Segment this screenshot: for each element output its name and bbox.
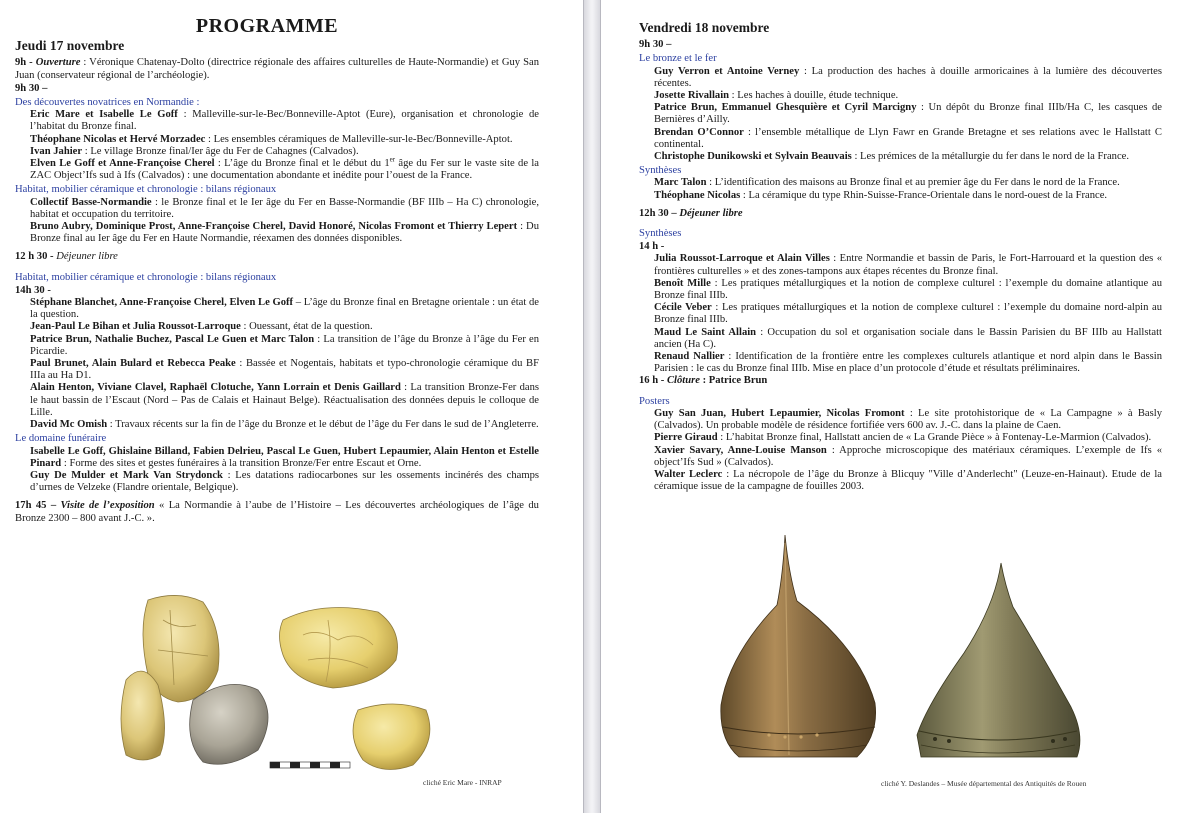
program-entry bbox=[15, 146, 539, 158]
speakers: Patrice Brun, Nathalie Buchez, Pascal Le Guen et Marc Talon bbox=[30, 333, 315, 345]
right-page bbox=[600, 0, 1181, 813]
visit-label: Visite de l’exposition bbox=[60, 500, 155, 512]
left-page bbox=[0, 0, 584, 813]
talk-text: – L’âge du Bronze final en Bretagne orientale : un état de la question. bbox=[30, 297, 539, 321]
lunch-entry bbox=[639, 208, 1162, 220]
talk-text: : Approche microscopique des matériaux céramiques. L’exemple de Ifs « object’Ifs Sud » (Calvados). bbox=[654, 444, 1162, 468]
closing-text: : Patrice Brun bbox=[699, 375, 768, 387]
program-entry bbox=[639, 432, 1162, 444]
talk-text: : La transition Bronze-Fer dans le haut bassin de l’Escaut (Nord – Pas de Calais et Hainaut Belge). Réactualisation des données depuis le colloque de Lille. bbox=[30, 382, 539, 418]
talk-text: : Les prémices de la métallurgie du fer dans le nord de la France. bbox=[851, 151, 1129, 163]
program-entry bbox=[15, 446, 539, 470]
helmet-right bbox=[917, 563, 1080, 757]
fragment-large-flat bbox=[280, 608, 398, 689]
talk-text: âge du Fer sur le vaste site de la ZAC Object’Ifs sud à Ifs (Calvados) : une documentation abondante et inédite pour l’ouest de la France. bbox=[30, 158, 539, 182]
day-heading-thursday: Jeudi 17 novembre bbox=[15, 38, 125, 54]
visit-time: 17h 45 – bbox=[15, 500, 61, 512]
talk-text: : Occupation du sol et organisation sociale dans le Bassin Parisien du BF IIIb au Hallstatt ancien (Ha C). bbox=[654, 326, 1162, 350]
section-heading: Le bronze et le fer bbox=[639, 53, 717, 65]
right-content bbox=[639, 20, 1162, 493]
talk-text: : Les datations radiocarbones sur les ossements incinérés des champs d’urnes de Velzeke (Flandre orientale, Belgique). bbox=[30, 469, 539, 494]
speakers: Stéphane Blanchet, Anne-Françoise Cherel, Elven Le Goff bbox=[30, 297, 294, 309]
section-heading: Habitat, mobilier céramique et chronologie : bilans régionaux bbox=[15, 271, 277, 283]
fragment-grey bbox=[190, 684, 268, 764]
talk-text: : le Bronze final et le Ier âge du Fer en Basse-Normandie (BF IIIb – Ha C) chronologie, habitat et occupation du territoire. bbox=[30, 196, 539, 220]
superscript: er bbox=[389, 155, 396, 164]
program-entry bbox=[639, 408, 1162, 432]
program-entry bbox=[15, 321, 539, 333]
program-entry bbox=[639, 90, 1162, 102]
program-entry bbox=[639, 469, 1162, 493]
speakers: Guy De Mulder et Mark Van Strydonck bbox=[30, 469, 223, 481]
talk-text: : Du Bronze final au Ier âge du Fer en Haute Normandie, réexamen des données disponibles. bbox=[30, 221, 540, 245]
program-entry bbox=[15, 197, 539, 221]
talk-text: : L’âge du Bronze final et le début du 1 bbox=[214, 158, 390, 170]
section-entries bbox=[639, 408, 1162, 493]
section-heading: Synthèses bbox=[639, 165, 682, 177]
closing-label: Clôture bbox=[666, 375, 700, 387]
time-1400: 14 h - bbox=[639, 241, 665, 253]
section-heading: Des découvertes novatrices en Normandie : bbox=[15, 97, 200, 109]
talk-text: : La production des haches à douille armoricaines à la lumière des découvertes récentes. bbox=[654, 65, 1162, 89]
program-entry bbox=[15, 297, 539, 321]
talk-text: : Identification de la frontière entre les complexes culturels atlantique et nord alpin dans le Bassin Parisien : le cas du Bronze final IIIb. Mise en place d’un protocole d’étude et résultats préliminaires. bbox=[654, 351, 1162, 375]
program-entry bbox=[15, 155, 539, 182]
speakers: Guy San Juan, Hubert Lepaumier, Nicolas Fromont bbox=[654, 407, 905, 419]
section-entries bbox=[15, 109, 539, 182]
ceramic-fragments-photo bbox=[108, 590, 448, 790]
opening-label: Ouverture bbox=[35, 57, 81, 69]
opening-time: 9h - bbox=[15, 57, 36, 69]
page-gutter bbox=[584, 0, 600, 813]
talk-text: : Malleville-sur-le-Bec/Bonneville-Aptot (Eure), organisation et chronologie de l’habitat du Bronze final. bbox=[30, 109, 540, 133]
section-heading: Posters bbox=[639, 395, 670, 407]
program-entry bbox=[639, 445, 1162, 469]
program-entry bbox=[639, 127, 1162, 151]
program-entry bbox=[639, 327, 1162, 351]
section-entries bbox=[639, 253, 1162, 375]
speakers: Ivan Jahier bbox=[30, 145, 83, 157]
closing-entry bbox=[639, 375, 1162, 387]
program-entry bbox=[15, 109, 539, 133]
program-entry bbox=[15, 358, 539, 382]
program-entry bbox=[639, 253, 1162, 277]
bronze-helmets-photo bbox=[709, 535, 1089, 780]
talk-text: : Les ensembles céramiques de Malleville-sur-le-Bec/Bonneville-Aptot. bbox=[205, 133, 513, 145]
talk-text: : Ouessant, état de la question. bbox=[240, 321, 373, 333]
time-0930: 9h 30 – bbox=[15, 82, 48, 94]
speakers: Pierre Giraud bbox=[654, 432, 718, 444]
speakers: Guy Verron et Antoine Verney bbox=[654, 65, 800, 77]
visit-text: « La Normandie à l’aube de l’Histoire – Les découvertes archéologiques de l’âge du Bronze 2300 – 800 avant J.-C. ». bbox=[15, 500, 539, 524]
speakers: David Mc Omish bbox=[30, 419, 108, 431]
lunch-entry bbox=[15, 251, 539, 263]
talk-text: : Les pratiques métallurgiques et la notion de complexe culturel : l’exemple du domaine atlantique au Bronze final IIIb. bbox=[654, 277, 1163, 302]
left-content bbox=[15, 15, 540, 525]
program-entry bbox=[639, 66, 1162, 90]
speakers: Jean-Paul Le Bihan et Julia Roussot-Larroque bbox=[30, 321, 241, 333]
speakers: Collectif Basse-Normandie bbox=[30, 196, 152, 208]
program-entry bbox=[639, 351, 1162, 375]
lunch-time: 12 h 30 - bbox=[15, 251, 57, 263]
program-entry bbox=[15, 419, 539, 431]
photo-caption: cliché Eric Mare - INRAP bbox=[423, 778, 502, 787]
program-entry bbox=[15, 134, 539, 146]
talk-text: : Un dépôt du Bronze final IIIb/Ha C, les casques de Bernières d’Ailly. bbox=[654, 102, 1162, 126]
time-0930: 9h 30 – bbox=[639, 39, 672, 51]
speakers: Patrice Brun, Emmanuel Ghesquière et Cyril Marcigny bbox=[654, 102, 917, 114]
speakers: Bruno Aubry, Dominique Prost, Anne-Françoise Cherel, David Honoré, Nicolas Fromont et Thierry Lepert bbox=[30, 221, 518, 233]
speakers: Théophane Nicolas bbox=[654, 189, 741, 201]
speakers: Alain Henton, Viviane Clavel, Raphaël Clotuche, Yann Lorrain et Denis Gaillard bbox=[30, 382, 401, 394]
speakers: Théophane Nicolas et Hervé Morzadec bbox=[30, 133, 206, 145]
program-entry bbox=[639, 302, 1162, 326]
section-heading: Synthèses bbox=[639, 228, 682, 240]
speakers: Maud Le Saint Allain bbox=[654, 326, 757, 338]
section-heading: Le domaine funéraire bbox=[15, 433, 107, 445]
speakers: Benoît Mille bbox=[654, 277, 711, 289]
section-entries bbox=[15, 446, 539, 495]
speakers: Marc Talon bbox=[654, 177, 707, 189]
program-entry bbox=[15, 221, 539, 245]
lunch-time: 12h 30 – bbox=[639, 207, 680, 219]
section-entries bbox=[15, 197, 539, 246]
talk-text: : La céramique du type Rhin-Suisse-France-Orientale dans le nord-ouest de la France. bbox=[740, 189, 1108, 201]
helmet-left bbox=[721, 535, 876, 757]
speakers: Brendan O’Connor bbox=[654, 126, 744, 138]
talk-text: : Entre Normandie et bassin de Paris, le Fort-Harrouard et la question des « frontières culturelles » et des zones-tampons aux étapes récentes du Bronze final. bbox=[654, 253, 1162, 277]
program-entry bbox=[15, 334, 539, 358]
opening-entry bbox=[15, 57, 539, 81]
section-entries bbox=[15, 297, 539, 431]
section-entries bbox=[639, 66, 1162, 164]
talk-text: : L’identification des maisons au Bronze final et au premier âge du Fer dans le nord de la France. bbox=[706, 177, 1120, 189]
talk-text: : Forme des sites et gestes funéraires à la transition Bronze/Fer entre Escaut et Orne. bbox=[61, 457, 422, 469]
talk-text: : Le site protohistorique de « La Campagne » à Basly (Calvados). Un probable modèle de résidence fortifiée vers 600 av. J.-C. dans la plaine de Caen. bbox=[654, 407, 1162, 432]
time-1430: 14h 30 - bbox=[15, 284, 51, 296]
speakers: Cécile Veber bbox=[654, 302, 712, 314]
speakers: Julia Roussot-Larroque et Alain Villes bbox=[654, 253, 830, 265]
speakers: Isabelle Le Goff, Ghislaine Billand, Fabien Delrieu, Pascal Le Guen, Hubert Lepaumier, Alain Henton et Estelle Pinard bbox=[30, 445, 539, 469]
scale-bar bbox=[270, 762, 350, 768]
lunch-label: Déjeuner libre bbox=[679, 207, 743, 219]
fragment-small bbox=[353, 704, 430, 769]
day-heading-friday: Vendredi 18 novembre bbox=[639, 20, 770, 35]
speakers: Walter Leclerc bbox=[654, 468, 723, 480]
program-entry bbox=[15, 382, 539, 419]
talk-text: : La transition de l’âge du Bronze à l’âge du Fer en Picardie. bbox=[30, 333, 539, 357]
opening-text: : Véronique Chatenay-Dolto (directrice régionale des affaires culturelles de Haute-Normandie) et Guy San Juan (conservateur régional de l’archéologie). bbox=[15, 57, 539, 81]
program-entry bbox=[639, 151, 1162, 163]
speakers: Eric Mare et Isabelle Le Goff bbox=[30, 109, 178, 121]
speakers: Elven Le Goff et Anne-Françoise Cherel bbox=[30, 158, 215, 170]
fragment-cone bbox=[121, 671, 165, 760]
speakers: Christophe Dunikowski et Sylvain Beauvais bbox=[654, 151, 852, 163]
talk-text: : Les haches à douille, étude technique. bbox=[729, 90, 899, 102]
talk-text: : Bassée et Nogentais, habitats et typo-chronologie céramique du BF IIIa au Ha D1. bbox=[30, 358, 539, 382]
program-entry bbox=[639, 177, 1162, 189]
program-entry bbox=[639, 102, 1162, 126]
section-entries bbox=[639, 177, 1162, 201]
closing-time: 16 h - bbox=[639, 375, 667, 387]
page-title: PROGRAMME bbox=[195, 15, 339, 37]
talk-text: : l’ensemble métallique de Llyn Fawr en Grande Bretagne et ses relations avec le Hallstatt C continental. bbox=[654, 126, 1162, 150]
speakers: Paul Brunet, Alain Bulard et Rebecca Peake bbox=[30, 358, 236, 370]
talk-text: : L’habitat Bronze final, Hallstatt ancien de « La Grande Pièce » à Fontenay-Le-Marmion (Calvados). bbox=[717, 432, 1152, 444]
speakers: Renaud Nallier bbox=[654, 351, 725, 363]
talk-text: : Les pratiques métallurgiques et la notion de complexe culturel : l’exemple du domaine nord-alpin au Bronze final IIIb. bbox=[654, 302, 1163, 326]
program-entry bbox=[639, 278, 1162, 302]
section-heading: Habitat, mobilier céramique et chronologie : bilans régionaux bbox=[15, 184, 277, 196]
speakers: Josette Rivallain bbox=[654, 90, 730, 102]
talk-text: : Travaux récents sur la fin de l’âge du Bronze et le début de l’âge du Fer dans le sud de l’Angleterre. bbox=[107, 419, 539, 431]
speakers: Xavier Savary, Anne-Louise Manson bbox=[654, 444, 827, 456]
program-entry bbox=[15, 470, 539, 494]
program-entry bbox=[639, 190, 1162, 202]
photo-caption: cliché Y. Deslandes – Musée départemental des Antiquités de Rouen bbox=[881, 779, 1087, 788]
talk-text: : Le village Bronze final/Ier âge du Fer de Cahagnes (Calvados). bbox=[82, 145, 359, 157]
talk-text: : La nécropole de l’âge du Bronze à Blicquy "Ville d’Anderlecht" (Leuze-en-Hainaut). Etude de la céramique issue de la campagne de fouilles 2003. bbox=[654, 468, 1162, 493]
lunch-label: Déjeuner libre bbox=[56, 251, 118, 263]
exhibition-visit-entry bbox=[15, 500, 539, 524]
